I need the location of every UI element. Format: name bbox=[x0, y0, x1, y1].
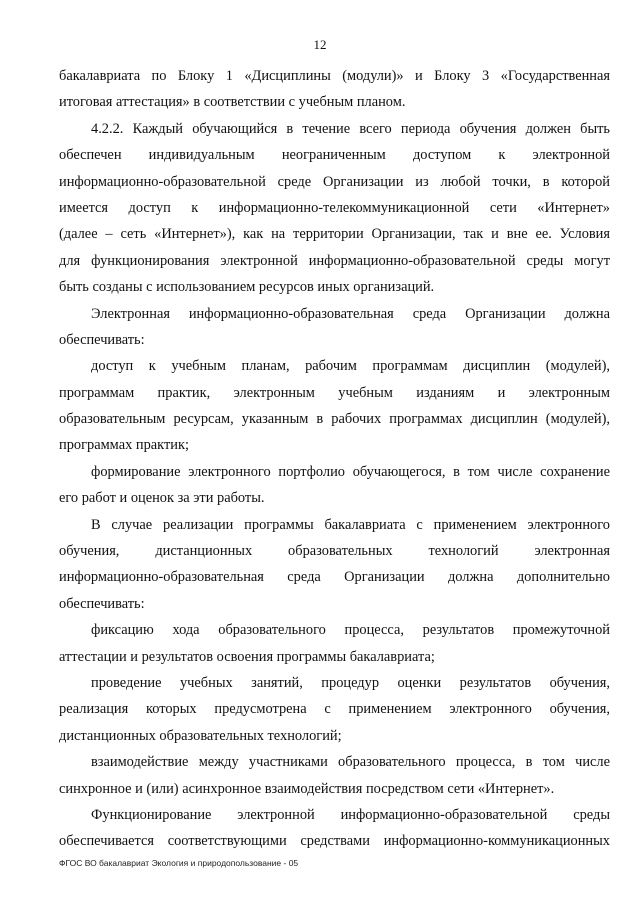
text-line: программах практик; bbox=[59, 437, 189, 454]
text-line: имеется доступ к информационно-телекоммуникационной сети «Интернет» bbox=[59, 199, 610, 216]
text-line: обеспечен индивидуальным неограниченным доступом к электронной bbox=[59, 147, 610, 164]
text-line: дистанционных образовательных технологий; bbox=[59, 727, 342, 744]
text-line: фиксацию хода образовательного процесса, результатов промежуточной bbox=[91, 622, 610, 639]
text-line: проведение учебных занятий, процедур оценки результатов обучения, bbox=[91, 674, 610, 691]
text-line: быть созданы с использованием ресурсов иных организаций. bbox=[59, 279, 435, 296]
text-line: обеспечивать: bbox=[59, 595, 145, 612]
text-line: обучения, дистанционных образовательных технологий электронная bbox=[59, 543, 610, 560]
text-line: (далее – сеть «Интернет»), как на территории Организации, так и вне ее. Условия bbox=[59, 226, 610, 243]
page-number: 12 bbox=[313, 37, 327, 52]
text-line: образовательным ресурсам, указанным в рабочих программах дисциплин (модулей), bbox=[59, 411, 610, 428]
text-line: информационно-образовательная среда Организации должна дополнительно bbox=[59, 569, 610, 586]
text-line: доступ к учебным планам, рабочим программам дисциплин (модулей), bbox=[91, 358, 610, 375]
text-line: аттестации и результатов освоения программы бакалавриата; bbox=[59, 648, 435, 665]
body-text bbox=[59, 63, 610, 855]
text-line: бакалавриата по Блоку 1 «Дисциплины (модули)» и Блоку 3 «Государственная bbox=[59, 68, 610, 84]
text-line: обеспечивается соответствующими средствами информационно-коммуникационных bbox=[59, 833, 610, 850]
text-line: Функционирование электронной информационно-образовательной среды bbox=[91, 806, 610, 823]
text-line: синхронное и (или) асинхронное взаимодействия посредством сети «Интернет». bbox=[59, 780, 555, 797]
text-line: Электронная информационно-образовательная среда Организации должна bbox=[91, 305, 610, 322]
text-line: 4.2.2. Каждый обучающийся в течение всего периода обучения должен быть bbox=[91, 120, 610, 137]
text-line: его работ и оценок за эти работы. bbox=[59, 490, 265, 507]
text-line: информационно-образовательной среде Организации из любой точки, в которой bbox=[59, 173, 610, 190]
text-line: итоговая аттестация» в соответствии с учебным планом. bbox=[59, 94, 406, 111]
footer-text: ФГОС ВО бакалавриат Экология и природопользование - 05 bbox=[59, 858, 299, 868]
text-line: обеспечивать: bbox=[59, 331, 145, 348]
text-line: В случае реализации программы бакалавриата с применением электронного bbox=[91, 516, 610, 533]
text-line: взаимодействие между участниками образовательного процесса, в том числе bbox=[91, 754, 610, 771]
text-line: для функционирования электронной информационно-образовательной среды могут bbox=[59, 252, 610, 269]
text-line: формирование электронного портфолио обучающегося, в том числе сохранение bbox=[91, 463, 610, 480]
text-line: программам практик, электронным учебным изданиям и электронным bbox=[59, 384, 610, 401]
text-line: реализация которых предусмотрена с применением электронного обучения, bbox=[59, 701, 610, 718]
